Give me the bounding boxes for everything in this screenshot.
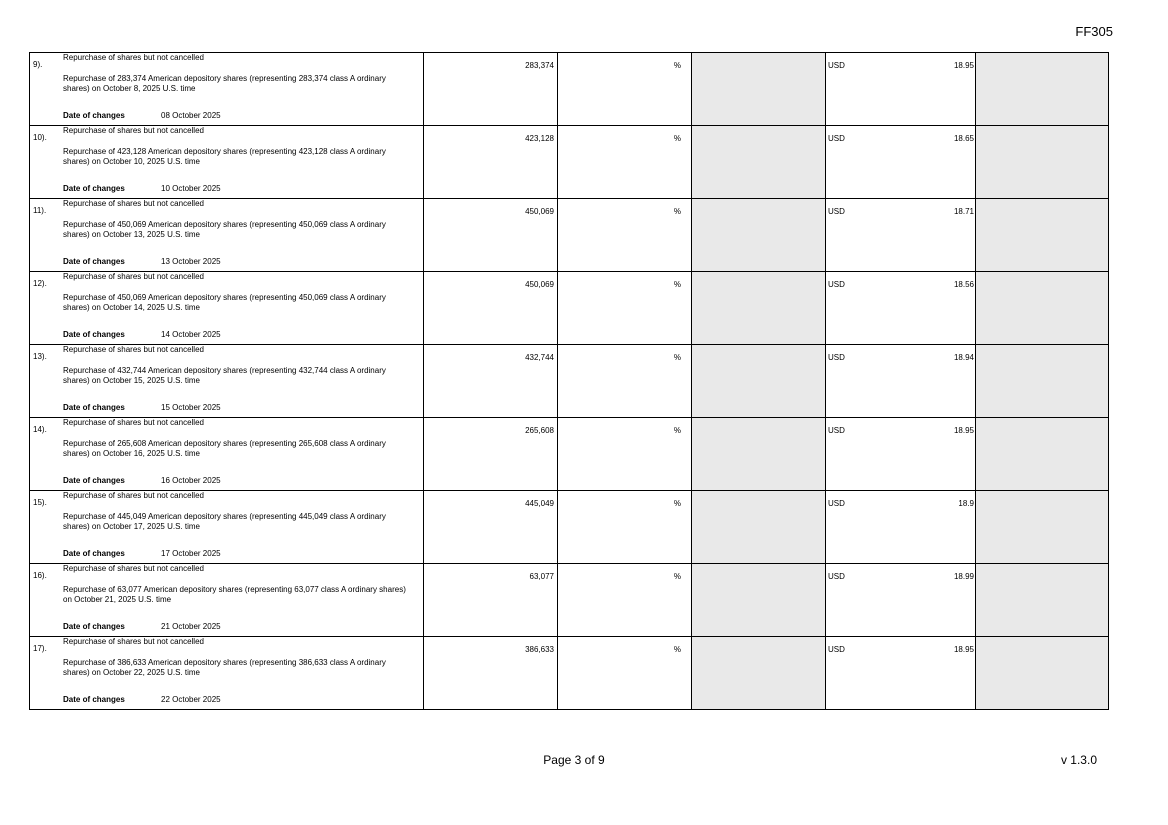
row-index: 17). bbox=[33, 644, 47, 653]
date-value: 22 October 2025 bbox=[161, 695, 221, 704]
event-description: Repurchase of 450,069 American depository shares (representing 450,069 class A ordinary shares) on October 14, 2025 U.S. time bbox=[63, 293, 386, 312]
currency: USD bbox=[828, 61, 845, 70]
shares-value: 386,633 bbox=[525, 645, 554, 654]
price-value: 18.99 bbox=[953, 572, 974, 581]
price-cell bbox=[826, 418, 976, 491]
price-value: 18.95 bbox=[953, 426, 974, 435]
price-value: 18.71 bbox=[953, 207, 974, 216]
table-row bbox=[30, 418, 1109, 491]
shaded-cell bbox=[692, 53, 826, 126]
row-index: 14). bbox=[33, 425, 47, 434]
price-cell bbox=[826, 345, 976, 418]
currency: USD bbox=[828, 280, 845, 289]
description-cell bbox=[30, 564, 424, 637]
shares-value: 265,608 bbox=[525, 426, 554, 435]
description-cell bbox=[30, 272, 424, 345]
date-label: Date of changes bbox=[63, 330, 125, 339]
price-cell bbox=[826, 637, 976, 710]
price-cell bbox=[826, 564, 976, 637]
percent-value: % bbox=[673, 353, 681, 362]
shares-cell bbox=[424, 126, 558, 199]
percent-cell bbox=[558, 637, 692, 710]
currency: USD bbox=[828, 645, 845, 654]
date-value: 17 October 2025 bbox=[161, 549, 221, 558]
row-index: 13). bbox=[33, 352, 47, 361]
table-row bbox=[30, 637, 1109, 710]
price-value: 18.94 bbox=[953, 353, 974, 362]
currency: USD bbox=[828, 499, 845, 508]
date-label: Date of changes bbox=[63, 184, 125, 193]
date-value: 14 October 2025 bbox=[161, 330, 221, 339]
event-type: Repurchase of shares but not cancelled bbox=[63, 637, 204, 646]
table-row bbox=[30, 199, 1109, 272]
price-value: 18.95 bbox=[953, 645, 974, 654]
event-description: Repurchase of 283,374 American depository shares (representing 283,374 class A ordinary shares) on October 8, 2025 U.S. time bbox=[63, 74, 386, 93]
percent-value: % bbox=[673, 499, 681, 508]
price-cell bbox=[826, 491, 976, 564]
row-index: 15). bbox=[33, 498, 47, 507]
table-row bbox=[30, 126, 1109, 199]
row-index: 9). bbox=[33, 60, 43, 69]
percent-value: % bbox=[673, 280, 681, 289]
percent-value: % bbox=[673, 572, 681, 581]
date-label: Date of changes bbox=[63, 403, 125, 412]
percent-value: % bbox=[673, 426, 681, 435]
shares-cell bbox=[424, 345, 558, 418]
shaded-cell bbox=[976, 564, 1109, 637]
percent-cell bbox=[558, 126, 692, 199]
event-type: Repurchase of shares but not cancelled bbox=[63, 345, 204, 354]
price-cell bbox=[826, 126, 976, 199]
shares-value: 63,077 bbox=[529, 572, 554, 581]
shares-value: 450,069 bbox=[525, 280, 554, 289]
page-number: Page 3 of 9 bbox=[543, 753, 605, 767]
percent-cell bbox=[558, 491, 692, 564]
shares-cell bbox=[424, 491, 558, 564]
shaded-cell bbox=[692, 564, 826, 637]
shaded-cell bbox=[976, 199, 1109, 272]
price-value: 18.9 bbox=[958, 499, 974, 508]
currency: USD bbox=[828, 134, 845, 143]
event-type: Repurchase of shares but not cancelled bbox=[63, 53, 204, 62]
event-type: Repurchase of shares but not cancelled bbox=[63, 272, 204, 281]
shaded-cell bbox=[976, 637, 1109, 710]
price-cell bbox=[826, 53, 976, 126]
event-description: Repurchase of 450,069 American depository shares (representing 450,069 class A ordinary shares) on October 13, 2025 U.S. time bbox=[63, 220, 386, 239]
date-label: Date of changes bbox=[63, 549, 125, 558]
table-row bbox=[30, 272, 1109, 345]
price-cell bbox=[826, 272, 976, 345]
shaded-cell bbox=[692, 126, 826, 199]
description-cell bbox=[30, 199, 424, 272]
shares-cell bbox=[424, 53, 558, 126]
shaded-cell bbox=[976, 491, 1109, 564]
row-index: 11). bbox=[33, 206, 47, 215]
event-type: Repurchase of shares but not cancelled bbox=[63, 491, 204, 500]
shaded-cell bbox=[692, 272, 826, 345]
event-type: Repurchase of shares but not cancelled bbox=[63, 564, 204, 573]
date-label: Date of changes bbox=[63, 622, 125, 631]
date-value: 21 October 2025 bbox=[161, 622, 221, 631]
description-cell bbox=[30, 418, 424, 491]
shaded-cell bbox=[976, 345, 1109, 418]
price-value: 18.95 bbox=[953, 61, 974, 70]
description-cell bbox=[30, 345, 424, 418]
table-row bbox=[30, 345, 1109, 418]
shaded-cell bbox=[692, 199, 826, 272]
date-value: 10 October 2025 bbox=[161, 184, 221, 193]
percent-cell bbox=[558, 418, 692, 491]
price-cell bbox=[826, 199, 976, 272]
share-changes-table bbox=[29, 52, 1109, 710]
date-label: Date of changes bbox=[63, 111, 125, 120]
percent-cell bbox=[558, 53, 692, 126]
date-value: 08 October 2025 bbox=[161, 111, 221, 120]
event-type: Repurchase of shares but not cancelled bbox=[63, 126, 204, 135]
event-description: Repurchase of 432,744 American depository shares (representing 432,744 class A ordinary shares) on October 15, 2025 U.S. time bbox=[63, 366, 386, 385]
shaded-cell bbox=[692, 418, 826, 491]
percent-value: % bbox=[673, 61, 681, 70]
currency: USD bbox=[828, 207, 845, 216]
shares-value: 445,049 bbox=[525, 499, 554, 508]
price-value: 18.56 bbox=[953, 280, 974, 289]
shares-value: 283,374 bbox=[525, 61, 554, 70]
shaded-cell bbox=[692, 637, 826, 710]
date-value: 15 October 2025 bbox=[161, 403, 221, 412]
date-value: 13 October 2025 bbox=[161, 257, 221, 266]
row-index: 12). bbox=[33, 279, 47, 288]
percent-value: % bbox=[673, 645, 681, 654]
percent-value: % bbox=[673, 207, 681, 216]
row-index: 16). bbox=[33, 571, 47, 580]
date-value: 16 October 2025 bbox=[161, 476, 221, 485]
shaded-cell bbox=[976, 126, 1109, 199]
percent-cell bbox=[558, 272, 692, 345]
form-version: v 1.3.0 bbox=[1060, 753, 1097, 767]
shares-cell bbox=[424, 199, 558, 272]
shares-cell bbox=[424, 564, 558, 637]
description-cell bbox=[30, 637, 424, 710]
event-description: Repurchase of 63,077 American depository shares (representing 63,077 class A ordinary shares) on October 21, 2025 U.S. time bbox=[63, 585, 406, 604]
date-label: Date of changes bbox=[63, 257, 125, 266]
shaded-cell bbox=[976, 272, 1109, 345]
date-label: Date of changes bbox=[63, 695, 125, 704]
currency: USD bbox=[828, 426, 845, 435]
event-description: Repurchase of 445,049 American depository shares (representing 445,049 class A ordinary shares) on October 17, 2025 U.S. time bbox=[63, 512, 386, 531]
table-row bbox=[30, 53, 1109, 126]
percent-cell bbox=[558, 199, 692, 272]
currency: USD bbox=[828, 353, 845, 362]
percent-value: % bbox=[673, 134, 681, 143]
row-index: 10). bbox=[33, 133, 47, 142]
description-cell bbox=[30, 53, 424, 126]
event-description: Repurchase of 423,128 American depository shares (representing 423,128 class A ordinary shares) on October 10, 2025 U.S. time bbox=[63, 147, 386, 166]
shares-value: 423,128 bbox=[525, 134, 554, 143]
date-label: Date of changes bbox=[63, 476, 125, 485]
shares-cell bbox=[424, 418, 558, 491]
shaded-cell bbox=[692, 345, 826, 418]
description-cell bbox=[30, 491, 424, 564]
shaded-cell bbox=[976, 418, 1109, 491]
price-value: 18.65 bbox=[953, 134, 974, 143]
description-cell bbox=[30, 126, 424, 199]
event-description: Repurchase of 386,633 American depository shares (representing 386,633 class A ordinary shares) on October 22, 2025 U.S. time bbox=[63, 658, 386, 677]
shares-cell bbox=[424, 637, 558, 710]
shaded-cell bbox=[976, 53, 1109, 126]
shaded-cell bbox=[692, 491, 826, 564]
form-code: FF305 bbox=[1075, 24, 1113, 39]
percent-cell bbox=[558, 564, 692, 637]
shares-cell bbox=[424, 272, 558, 345]
event-description: Repurchase of 265,608 American depository shares (representing 265,608 class A ordinary shares) on October 16, 2025 U.S. time bbox=[63, 439, 386, 458]
event-type: Repurchase of shares but not cancelled bbox=[63, 418, 204, 427]
currency: USD bbox=[828, 572, 845, 581]
table-row bbox=[30, 564, 1109, 637]
percent-cell bbox=[558, 345, 692, 418]
shares-value: 450,069 bbox=[525, 207, 554, 216]
table-row bbox=[30, 491, 1109, 564]
event-type: Repurchase of shares but not cancelled bbox=[63, 199, 204, 208]
shares-value: 432,744 bbox=[525, 353, 554, 362]
